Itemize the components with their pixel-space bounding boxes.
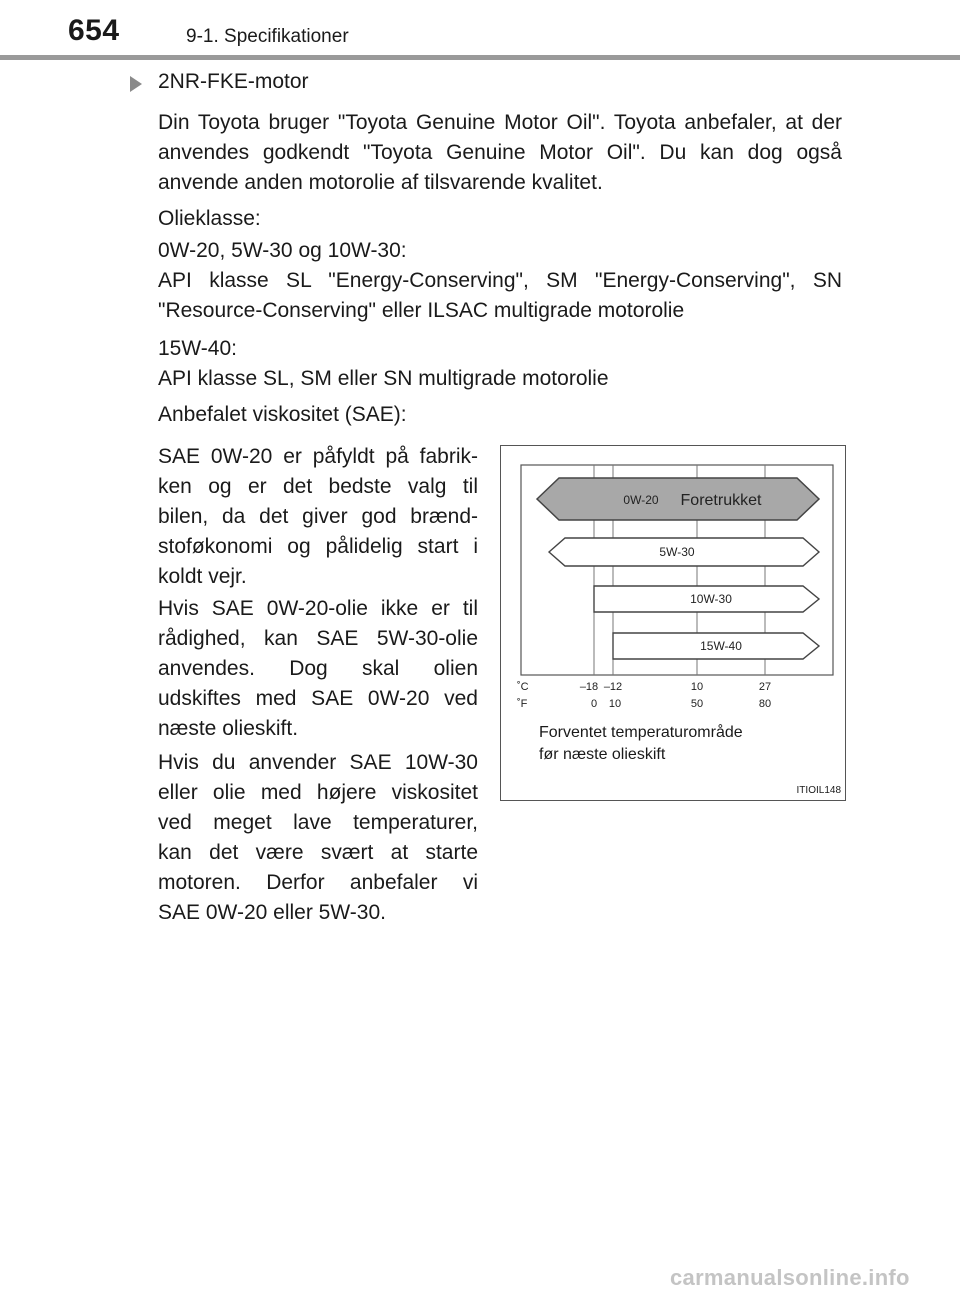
fahrenheit-tick: 10 — [608, 698, 622, 710]
grades-2-title: 15W-40: — [158, 337, 237, 360]
fahrenheit-unit: ˚F — [517, 698, 528, 710]
bar-0w20-note: Foretrukket — [680, 492, 762, 509]
header-rule — [0, 55, 960, 60]
section-title: 9-1. Specifikationer — [186, 26, 349, 47]
celsius-tick: 10 — [690, 681, 704, 693]
figure-caption: Forventet temperaturområde før næste olieskift — [539, 724, 743, 763]
page-header — [0, 0, 960, 62]
page-number: 654 — [68, 14, 120, 47]
celsius-tick: –12 — [603, 681, 623, 693]
viscosity-figure — [500, 445, 846, 801]
celsius-tick: 27 — [758, 681, 772, 693]
grades-2-text: API klasse SL, SM eller SN multigrade motorolie — [158, 367, 609, 390]
fahrenheit-tick: 0 — [590, 698, 598, 710]
bar-10w30-label: 10W-30 — [690, 592, 732, 606]
engine-heading: 2NR-FKE-motor — [158, 70, 309, 93]
grades-1-text: API klasse SL "Energy-Conserving", SM "Energy-Conserving", SN "Resource-Conserving" eller ILSAC multigrade motorolie — [158, 269, 842, 322]
figure-code: ITIOIL148 — [796, 785, 841, 796]
paragraph-factory-fill: SAE 0W-20 er påfyldt på fabrik- ken og er det bedste valg til bilen, da det giver god brænd- stoføkonomi og pålidelig start i koldt vejr. — [158, 445, 478, 588]
bar-5w30-label: 5W-30 — [659, 545, 695, 559]
paragraph-alternative: Hvis SAE 0W-20-olie ikke er til rådighed, kan SAE 5W-30-olie anvendes. Dog skal olien udskiftes med SAE 0W-20 ved næste olieskift. — [158, 597, 478, 740]
oil-class-label: Olieklasse: — [158, 207, 261, 230]
bar-0w20-preferred — [537, 478, 819, 520]
celsius-unit: ˚C — [517, 681, 529, 693]
viscosity-label: Anbefalet viskositet (SAE): — [158, 403, 407, 426]
bullet-triangle-icon — [130, 76, 142, 92]
paragraph-cold-start: Hvis du anvender SAE 10W-30 eller olie med højere viskositet ved meget lave temperaturer, kan det være svært at starte motoren. Derfor anbefaler vi SAE 0W-20 eller 5W-30. — [158, 751, 478, 924]
celsius-tick: –18 — [579, 681, 599, 693]
fahrenheit-tick: 50 — [690, 698, 704, 710]
watermark: carmanualsonline.info — [670, 1265, 910, 1290]
grades-1-title: 0W-20, 5W-30 og 10W-30: — [158, 239, 407, 262]
intro-paragraph: Din Toyota bruger "Toyota Genuine Motor Oil". Toyota anbefaler, at der anvendes godkendt "Toyota Genuine Motor Oil". Du kan dog også anvende anden motorolie af tilsvarende kvalitet. — [158, 111, 842, 194]
bar-0w20-label: 0W-20 — [623, 493, 659, 507]
bar-15w40-label: 15W-40 — [700, 639, 742, 653]
fahrenheit-tick: 80 — [758, 698, 772, 710]
